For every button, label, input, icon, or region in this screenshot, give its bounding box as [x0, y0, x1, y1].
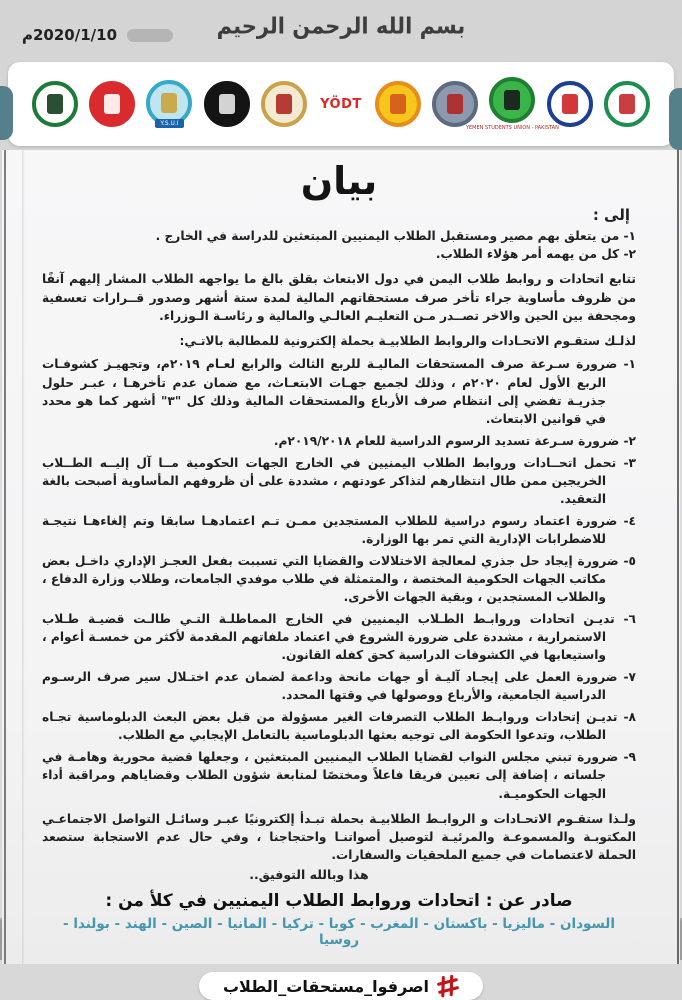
statement-title: بيان	[300, 159, 378, 203]
cap-over-book-emblem	[427, 81, 483, 127]
gold-flame-banner-emblem-glyph	[276, 94, 292, 114]
yellow-diamond-flame-emblem	[370, 81, 426, 127]
addressee-list	[42, 227, 636, 264]
demand-item: ١- ضرورة سـرعة صرف المستحقات الماليـة للربع الثالث والرابع لعـام ٢٠١٩م، وتجهيـز كشوفـات الربع الأول لعام ٢٠٢٠م ، وذلك لجميع جهـات الابتعـاث، مع ضمان عدم تأخرهـا ، عبـر حلول جذريـة تفضي إلى انتظام صرف الأرباع والمستحقات المالية وذلك كل "٣" أشهر كما هو محدد في قوانين الابتعاث.	[42, 357, 636, 426]
yodt-turkey-wordmark-text: YÖDT	[320, 96, 362, 112]
addressee-item: ٢- كل من يهمه أمر هؤلاء الطلاب.	[435, 246, 636, 261]
demand-item: ٦- تديـن اتحادات وروابـط الطـلاب اليمنيين في الخارج المماطلـة التـي طالـت قضيـة طـلاب الاستمرارية ، مشددة على ضرورة الشروع في اعتماد ملفاتهم المقدمة لأكثر من خمسـة أعوام ، واستيعابها في الكشوفات الدراسية كحق كفله القانون.	[42, 612, 636, 663]
redacted-chip	[127, 29, 173, 42]
demand-item: ٧- ضرورة العمل على إيجـاد آليـة أو جهات مانحة وداعمة لضمان عدم اختـلال سير صرف الرسـوم الدراسية الجامعية، والأرباع ووصولها في وقتها المحدد.	[42, 670, 636, 703]
logos-strip	[8, 62, 674, 146]
green-laurel-wreath-emblem-disc	[32, 81, 78, 127]
demands-list	[42, 355, 636, 802]
gold-flame-banner-emblem-disc	[261, 81, 307, 127]
issued-by-heading: صادر عن : اتحادات وروابط الطلاب اليمنيين في كلأ من :	[105, 891, 573, 912]
intro-paragraph: تتابع اتحادات و روابط طلاب اليمن في دول الابتعاث بقلق بالغ ما يواجهه الطلاب المشار إليهم آنفًا من ظروف مأساوية جراء تأخر صرف مستحقاتهم المالية لمدة ستة أشهر وصدور قــرارات تعسفية ومجحفة بين الحين والاخر تصــدر مـن التعليـم العالـي والمالية و رئاسـة الـوزراء.	[42, 272, 636, 323]
paper-crease	[22, 150, 25, 964]
red-handshake-emblem-disc	[89, 81, 135, 127]
closing-paragraph: ولـذا ستقـوم الاتحـادات و الروابـط الطلابيـة بحملة تبـدأ إلكترونيًا عبـر وسائـل التواصل الاجتماعـي المكتوبـة والمسموعـة والمرئيـة لتوصيل أصواتنـا واحتجاجنا ، وفي حال عدم الاستجابة ستصعد الحملة لاعتصامات في جميع الملحقيات والسفارات.	[42, 811, 636, 863]
black-graduation-cap-emblem-disc	[204, 81, 250, 127]
green-mosque-crest-emblem-glyph	[619, 94, 635, 114]
hashtag-pill	[199, 972, 483, 1000]
demand-item: ٤- ضرورة اعتماد رسوم دراسية للطلاب المستجدين ممـن تـم اعتمادهـا سابقا وتم إلغاءهـا نتيجـة للاضطرابات الإدارية التي تمر بها الوزارة.	[42, 513, 636, 546]
yellow-diamond-flame-emblem-glyph	[390, 94, 406, 114]
hashtag-icon	[437, 975, 459, 997]
ysui-india-tower-emblem-glyph	[161, 93, 177, 113]
demand-item: ٢- ضرورة سـرعة تسديد الرسوم الدراسية للعام ٢٠١٩/٢٠١٨م.	[273, 433, 636, 448]
demand-item: ٨- تديـن إتحادات وروابـط الطلاب التصرفات الغير مسؤولة من قبل بعض البعث الدبلوماسية تجـاه الطلاب، وتدعوا الحكومة الى توجيه بعثها الدبلوماسية بالتعامل الإيجابي مع الطلاب.	[42, 710, 636, 743]
yellow-diamond-flame-emblem-disc	[375, 81, 421, 127]
campaign-lead-in: لذلـك ستقـوم الاتحـادات والروابط الطلابيـة بحملة إلكترونية للمطالبة بالاتـي:	[179, 334, 636, 349]
black-graduation-cap-emblem-glyph	[219, 94, 235, 114]
ysui-india-tower-emblem-banner: Y.S.U.I	[155, 119, 183, 128]
demand-item: ٩- ضرورة تبني مجلس النواب لقضايا الطلاب اليمنيين المبتعثين ، وجعلها قضية محورية وهامـة في جلساته ، إضافة إلى تعيين فريقا فاعلاً ومختصًا لمتابعة شؤون الطلاب وقضاياهم ومراقبة أداء الجهات الحكوميـة.	[42, 750, 636, 801]
black-graduation-cap-emblem	[199, 81, 255, 127]
malaysia-union-flag-emblem-disc	[547, 81, 593, 127]
ysui-india-tower-emblem	[141, 80, 197, 128]
hashtag-text: اصرفوا_مستحقات_الطلاب	[222, 976, 430, 996]
demand-item: ٣- تحمل اتحــادات وروابط الطلاب اليمنيين في الخارج الجهات الحكومية مــا آل إليــه الطــلاب الخريجين ممن طال انتظارهم لتذاكر عودتهم ، مشددة على أن ظروفهم المأساوية أصبحت بالغة التعقيد.	[42, 455, 636, 506]
date-text: 2020/1/10م	[22, 26, 118, 44]
pakistan-union-book-emblem-disc	[489, 77, 535, 123]
green-mosque-crest-emblem	[599, 81, 655, 127]
green-laurel-wreath-emblem	[27, 81, 83, 127]
green-laurel-wreath-emblem-glyph	[47, 94, 63, 114]
pakistan-union-book-emblem-glyph	[504, 90, 520, 110]
cap-over-book-emblem-disc	[432, 81, 478, 127]
red-handshake-emblem	[84, 81, 140, 127]
red-handshake-emblem-glyph	[104, 94, 120, 114]
statement-paper	[2, 150, 680, 964]
pakistan-union-book-emblem	[465, 77, 559, 131]
yodt-turkey-wordmark	[313, 97, 369, 112]
edge-tab-right[interactable]	[669, 88, 682, 150]
gold-flame-banner-emblem	[256, 81, 312, 127]
countries-line: السودان - ماليزيا - باكستان - المغرب - كوبا - تركيا - المانيا - الصين - الهند - بولندا - روسيا	[63, 916, 615, 949]
statement-date	[22, 26, 173, 44]
cap-over-book-emblem-glyph	[447, 94, 463, 114]
green-mosque-crest-emblem-disc	[604, 81, 650, 127]
closing-salute: هذا وبالله التوفيق..	[249, 867, 369, 883]
addressee-item: ١- من يتعلق بهم مصير ومستقبل الطلاب اليمنيين المبتعثين للدراسة في الخارج .	[155, 228, 636, 243]
malaysia-union-flag-emblem-glyph	[562, 94, 578, 114]
demand-item: ٥- ضرورة إيجاد حل جذري لمعالجة الاختلالات والقضايا التي تسببت بفعل العجـز الإداري داخـل بعض مكاتب الجهات الحكومية المختصة ، والمتمثلة في طلاب موفدي الجامعات، وطلاب وزارة الدفاع ، والطلاب المستجدين ، وبقية الجهات الأخرى.	[42, 553, 636, 605]
salutation: إلى :	[592, 205, 630, 224]
pakistan-union-book-emblem-caption: YEMEN STUDENTS UNION - PAKISTAN	[465, 125, 559, 131]
malaysia-union-flag-emblem	[542, 81, 598, 127]
bismillah-calligraphy: بسم الله الرحمن الرحيم	[216, 13, 466, 39]
edge-tab-left[interactable]	[0, 86, 13, 140]
